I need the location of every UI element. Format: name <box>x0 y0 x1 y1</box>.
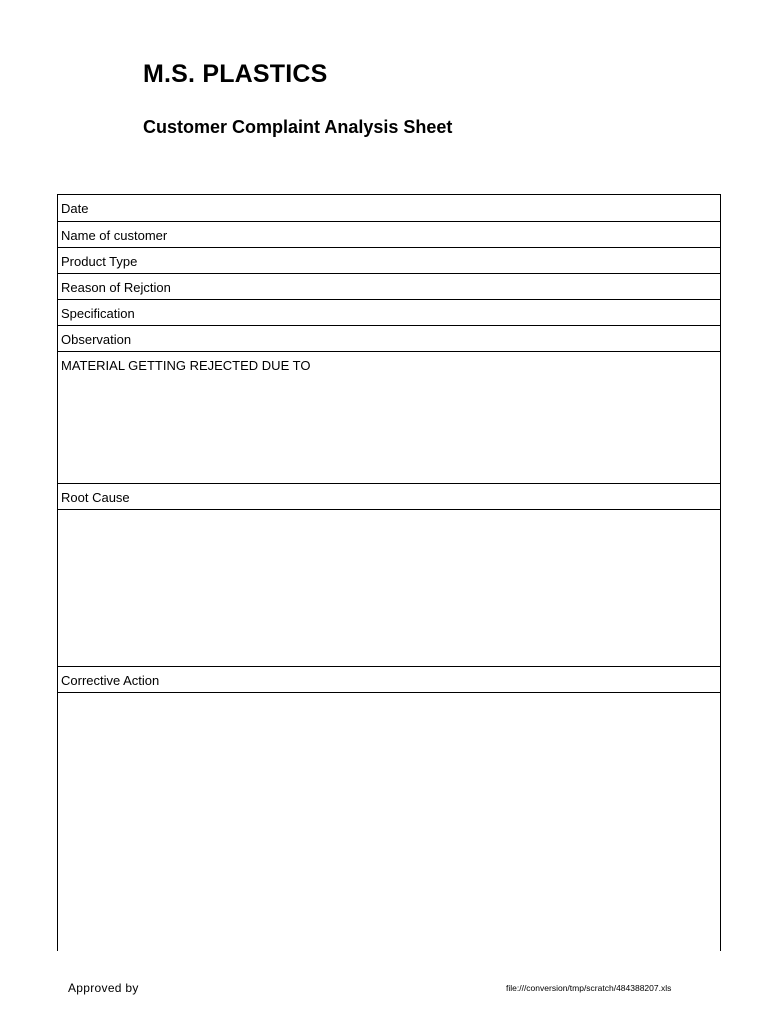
label-observation: Observation <box>61 332 132 347</box>
label-date: Date <box>61 201 89 216</box>
root-cause-details[interactable] <box>58 510 720 667</box>
row-corrective-action[interactable] <box>58 667 720 693</box>
label-customer-name: Name of customer <box>61 228 168 243</box>
label-specification: Specification <box>61 306 135 321</box>
row-specification[interactable] <box>58 300 720 326</box>
label-corrective-action: Corrective Action <box>61 673 160 688</box>
label-product-type: Product Type <box>61 254 138 269</box>
row-customer-name[interactable] <box>58 222 720 248</box>
row-product-type[interactable] <box>58 248 720 274</box>
company-name: M.S. PLASTICS <box>143 60 328 88</box>
complaint-form-table <box>57 194 721 951</box>
sheet-title: Customer Complaint Analysis Sheet <box>143 117 453 137</box>
approved-by-label: Approved by <box>68 981 139 995</box>
row-observation[interactable] <box>58 326 720 352</box>
row-reason-of-rejection[interactable] <box>58 274 720 300</box>
corrective-action-details[interactable] <box>58 693 720 952</box>
observation-text: MATERIAL GETTING REJECTED DUE TO <box>61 358 311 373</box>
row-root-cause[interactable] <box>58 484 720 510</box>
row-date[interactable] <box>58 195 720 222</box>
observation-details[interactable] <box>58 352 720 484</box>
label-reason-of-rejection: Reason of Rejction <box>61 280 171 295</box>
file-path: file:///conversion/tmp/scratch/484388207.xls <box>506 983 672 993</box>
label-root-cause: Root Cause <box>61 490 130 505</box>
